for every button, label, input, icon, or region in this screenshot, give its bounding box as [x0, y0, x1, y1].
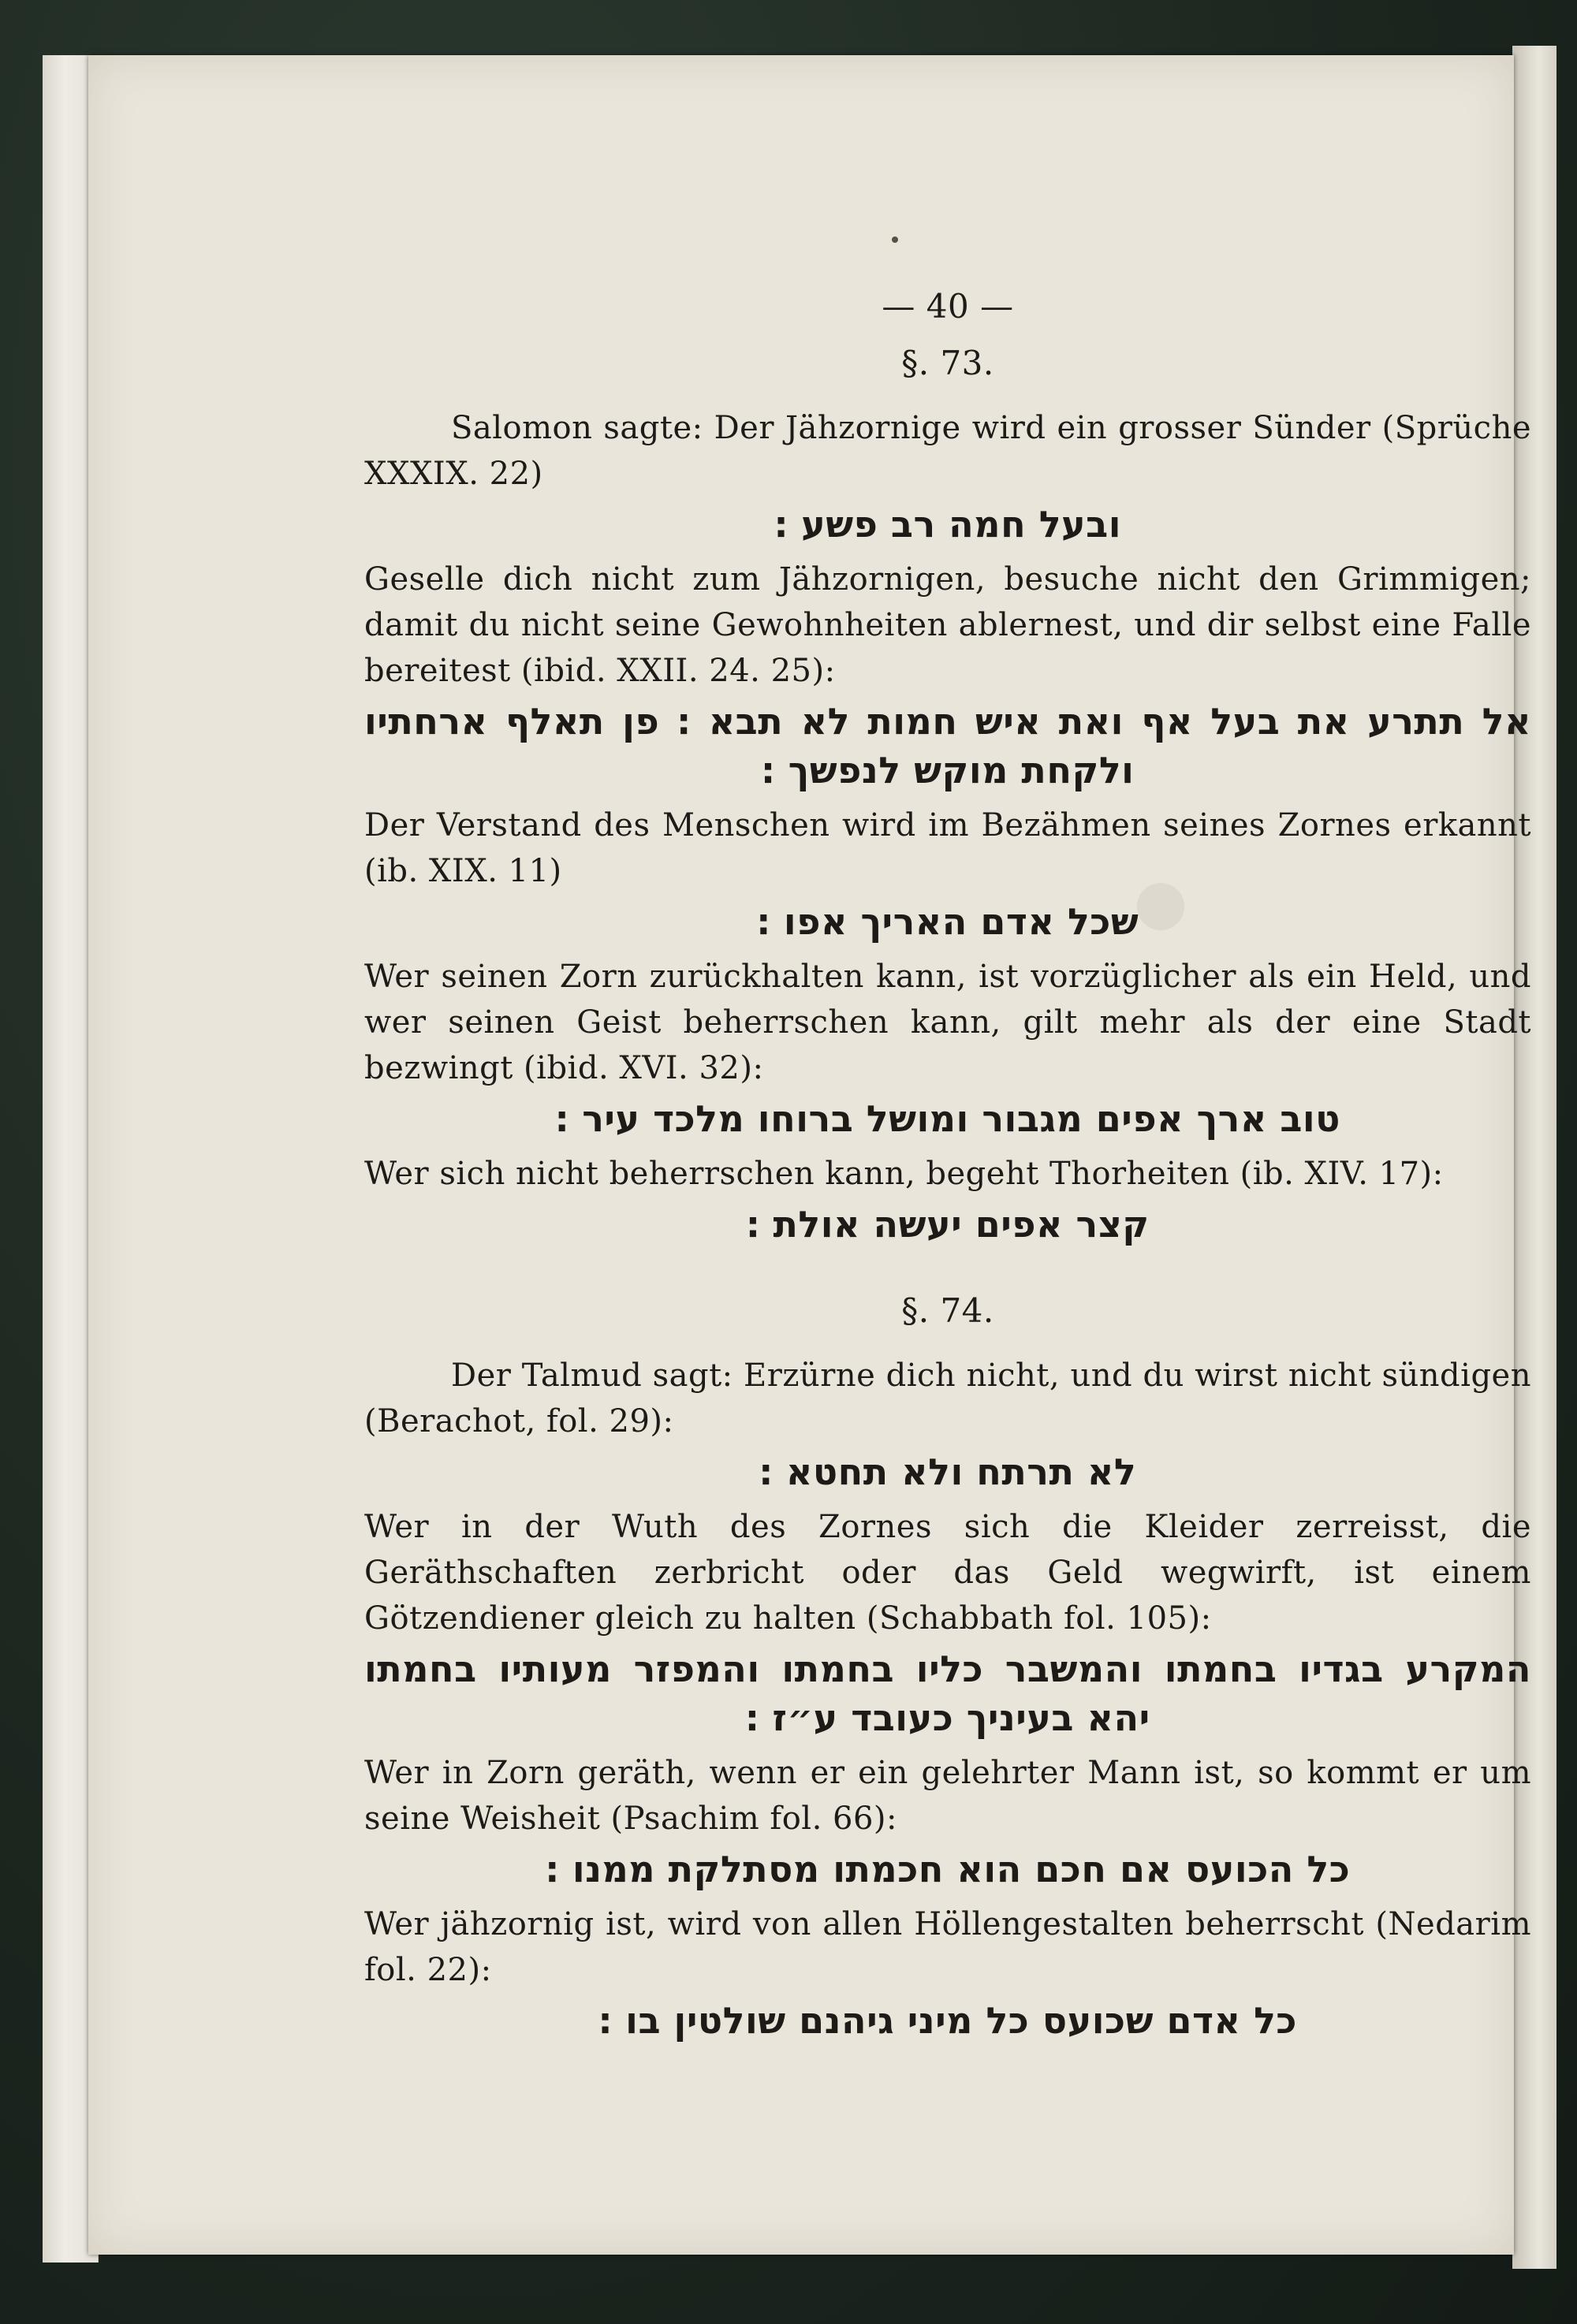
paragraph: Salomon sagte: Der Jähzornige wird ein grosser Sünder (Sprüche XXXIX. 22)	[364, 410, 1531, 492]
hebrew-quote: כל הכועס אם חכם הוא חכמתו מסתלקת ממנו ׃	[545, 1848, 1351, 1890]
hebrew-quote: לא תרתח ולא תחטא ׃	[759, 1451, 1137, 1493]
paragraph: Wer sich nicht beherrschen kann, begeht Thorheiten (ib. XIV. 17):	[364, 1156, 1444, 1192]
hebrew-quote: אל תתרע את בעל אף ואת איש חמות לא תבא ׃ פן תאלף ארחתיו ולקחת מוקש לנפשך ׃	[364, 700, 1531, 791]
page-number: — 40 —	[882, 287, 1014, 326]
hebrew-quote: המקרע בגדיו בחמתו והמשבר כליו בחמתו והמפזר מעותיו בחמתו יהא בעיניך כעובד ע״ז ׃	[364, 1648, 1531, 1739]
paragraph: Der Verstand des Menschen wird im Bezähmen seines Zornes erkannt (ib. XIX. 11)	[364, 807, 1531, 889]
paragraph: Wer in Zorn geräth, wenn er ein gelehrter Mann ist, so kommt er um seine Weisheit (Psachim fol. 66):	[364, 1755, 1531, 1837]
section-heading: §. 74.	[901, 1291, 994, 1330]
paragraph: Wer seinen Zorn zurückhalten kann, ist vorzüglicher als ein Held, und wer seinen Geist beherrschen kann, gilt mehr als der eine Stadt bezwingt (ibid. XVI. 32):	[364, 959, 1531, 1086]
book-page	[88, 55, 1531, 2255]
paragraph: Wer jähzornig ist, wird von allen Höllengestalten beherrscht (Nedarim fol. 22):	[364, 1906, 1531, 1988]
paragraph: Wer in der Wuth des Zornes sich die Kleider zerreisst, die Geräthschaften zerbricht oder das Geld wegwirft, ist einem Götzendiener gleich zu halten (Schabbath fol. 105):	[364, 1509, 1531, 1637]
hebrew-quote: טוב ארך אפים מגבור ומושל ברוחו מלכד עיר ׃	[555, 1097, 1340, 1140]
hebrew-quote: שכל אדם האריך אפו ׃	[756, 900, 1139, 943]
paragraph: Geselle dich nicht zum Jähzornigen, besuche nicht den Grimmigen; damit du nicht seine Gewohnheiten ablernest, und dir selbst eine Falle bereitest (ibid. XXII. 24. 25):	[364, 561, 1531, 689]
page-text	[364, 284, 1531, 2053]
section-heading: §. 73.	[901, 344, 994, 382]
hebrew-quote: ובעל חמה רב פשע ׃	[774, 503, 1121, 546]
ink-spot	[892, 236, 898, 243]
paragraph: Der Talmud sagt: Erzürne dich nicht, und du wirst nicht sündigen (Berachot, fol. 29):	[364, 1358, 1531, 1439]
hebrew-quote: כל אדם שכועס כל מיני גיהנם שולטין בו ׃	[598, 1999, 1297, 2042]
hebrew-quote: קצר אפים יעשה אולת ׃	[746, 1203, 1150, 1246]
